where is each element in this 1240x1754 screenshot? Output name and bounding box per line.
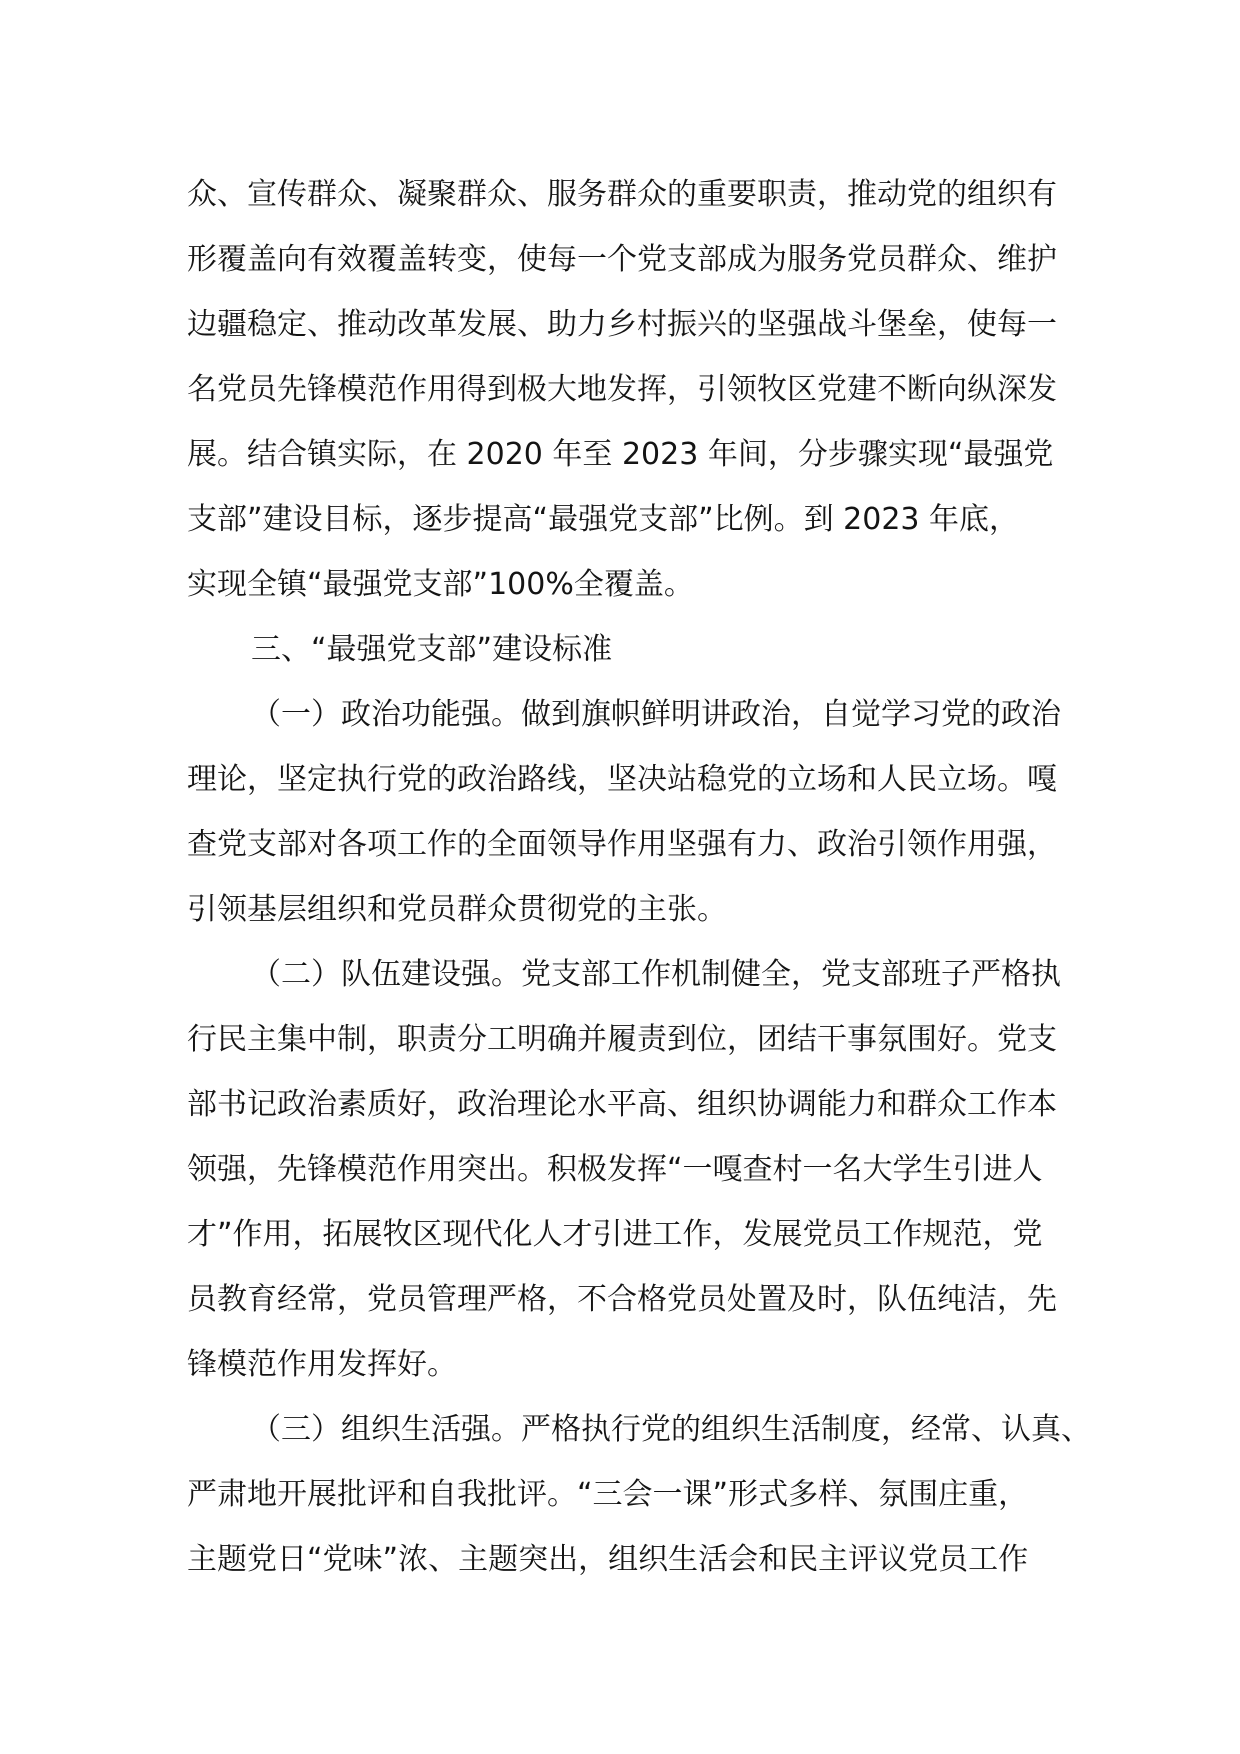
paragraph-first-line: （二）队伍建设强。党支部工作机制健全，党支部班子严格执 <box>251 957 1061 992</box>
body-line: 边疆稳定、推动改革发展、助力乡村振兴的坚强战斗堡垒，使每一 <box>187 307 1057 342</box>
document-body <box>187 162 1091 1592</box>
body-line: 理论，坚定执行党的政治路线，坚决站稳党的立场和人民立场。嘎 <box>187 762 1057 797</box>
body-line: 查党支部对各项工作的全面领导作用坚强有力、政治引领作用强， <box>187 827 1057 862</box>
body-line: 严肃地开展批评和自我批评。“三会一课”形式多样、氛围庄重， <box>187 1477 1029 1512</box>
body-line: 员教育经常，党员管理严格，不合格党员处置及时，队伍纯洁，先 <box>187 1282 1057 1317</box>
body-line: 行民主集中制，职责分工明确并履责到位，团结干事氛围好。党支 <box>187 1022 1057 1057</box>
paragraph-first-line: （一）政治功能强。做到旗帜鲜明讲政治，自觉学习党的政治 <box>251 697 1061 732</box>
body-line: 展。结合镇实际，在 2020 年至 2023 年间，分步骤实现“最强党 <box>187 437 1054 472</box>
body-line: 名党员先锋模范作用得到极大地发挥，引领牧区党建不断向纵深发 <box>187 372 1057 407</box>
body-line: 锋模范作用发挥好。 <box>187 1347 457 1382</box>
body-line: 主题党日“党味”浓、主题突出，组织生活会和民主评议党员工作 <box>187 1542 1029 1577</box>
section-heading: 三、“最强党支部”建设标准 <box>251 632 613 667</box>
body-line: 形覆盖向有效覆盖转变，使每一个党支部成为服务党员群众、维护 <box>187 242 1057 277</box>
body-line: 实现全镇“最强党支部”100%全覆盖。 <box>187 567 694 602</box>
body-line: 支部”建设目标，逐步提高“最强党支部”比例。到 2023 年底， <box>187 502 1020 537</box>
body-line: 领强，先锋模范作用突出。积极发挥“一嘎查村一名大学生引进人 <box>187 1152 1043 1187</box>
body-line: 才”作用，拓展牧区现代化人才引进工作，发展党员工作规范，党 <box>187 1217 1043 1252</box>
body-line: 部书记政治素质好，政治理论水平高、组织协调能力和群众工作本 <box>187 1087 1057 1122</box>
body-line: 引领基层组织和党员群众贯彻党的主张。 <box>187 892 727 927</box>
paragraph-first-line: （三）组织生活强。严格执行党的组织生活制度，经常、认真、 <box>251 1412 1091 1447</box>
body-line: 众、宣传群众、凝聚群众、服务群众的重要职责，推动党的组织有 <box>187 177 1057 212</box>
